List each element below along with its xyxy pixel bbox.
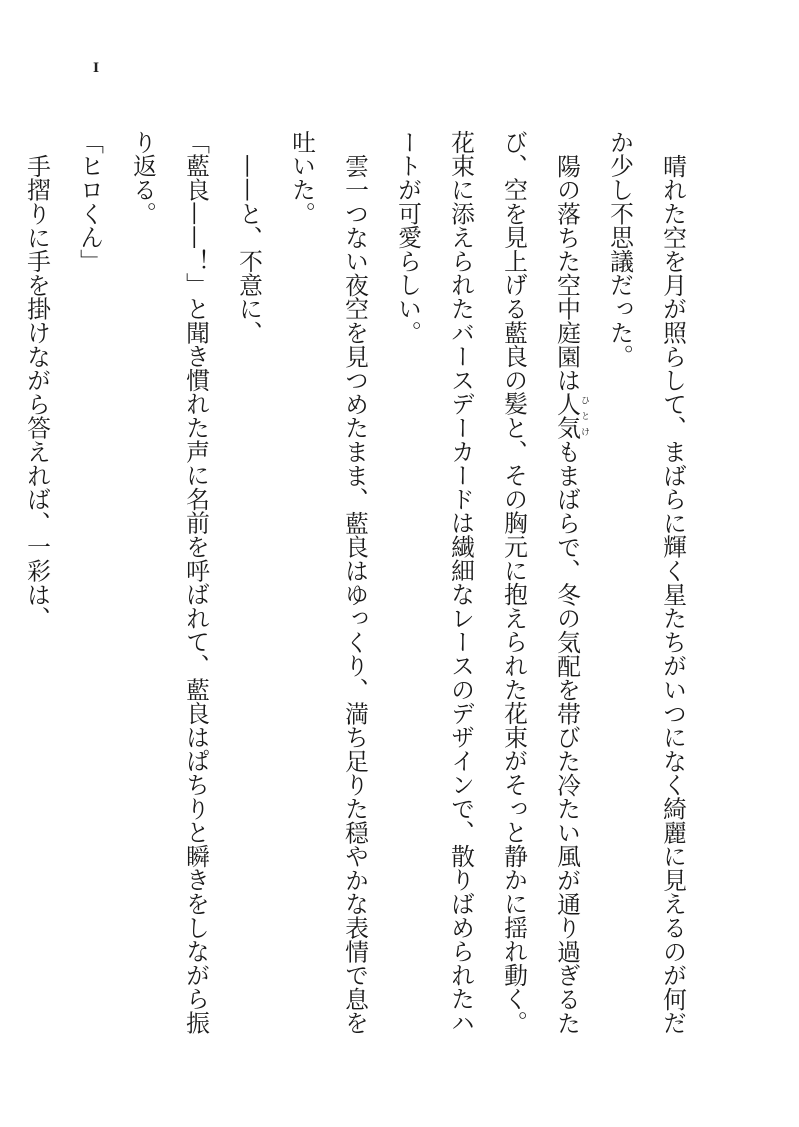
ruby-reading: ひとけ — [579, 391, 589, 440]
paragraph-8 — [0, 130, 10, 1050]
paragraph-4: ——と、不意に、 — [235, 153, 263, 345]
paragraph-2-after: もまばらで、冬の気配を帯びた冷たい風が通り過ぎるたび、空を見上げる藍良の髪と、その胸元に抱えられた花束がそっと静かに揺れ動く。花束に添えられたバースデーカードは繊細なレースのデザインで、散りばめられたハートが可愛らしい。 — [394, 130, 581, 1035]
page-number: I — [93, 61, 100, 76]
ruby-hitoke — [553, 391, 589, 440]
vertical-body-text — [0, 130, 699, 1050]
paragraph-1: 晴れた空を月が照らして、まばらに輝く星たちがいつになく綺麗に見えるのが何だか少し不思議だった。 — [606, 130, 687, 1035]
paragraph-3: 雲一つない夜空を見つめたまま、藍良はゆっくり、満ち足りた穏やかな表情で息を吐いた。 — [288, 130, 369, 1035]
paragraph-6: 「ヒロくん」 — [76, 130, 104, 273]
paragraph-2-before: 陽の落ちた空中庭園は — [553, 153, 581, 392]
paragraph-5: 「藍良——！」と聞き慣れた声に名前を呼ばれて、藍良はぱちりと瞬きをしながら振り返る。 — [129, 130, 210, 1035]
ruby-base: 人気 — [553, 391, 581, 440]
paragraph-2 — [381, 130, 593, 1050]
paragraph-7: 手摺りに手を掛けながら答えれば、一彩は、 — [23, 153, 51, 630]
